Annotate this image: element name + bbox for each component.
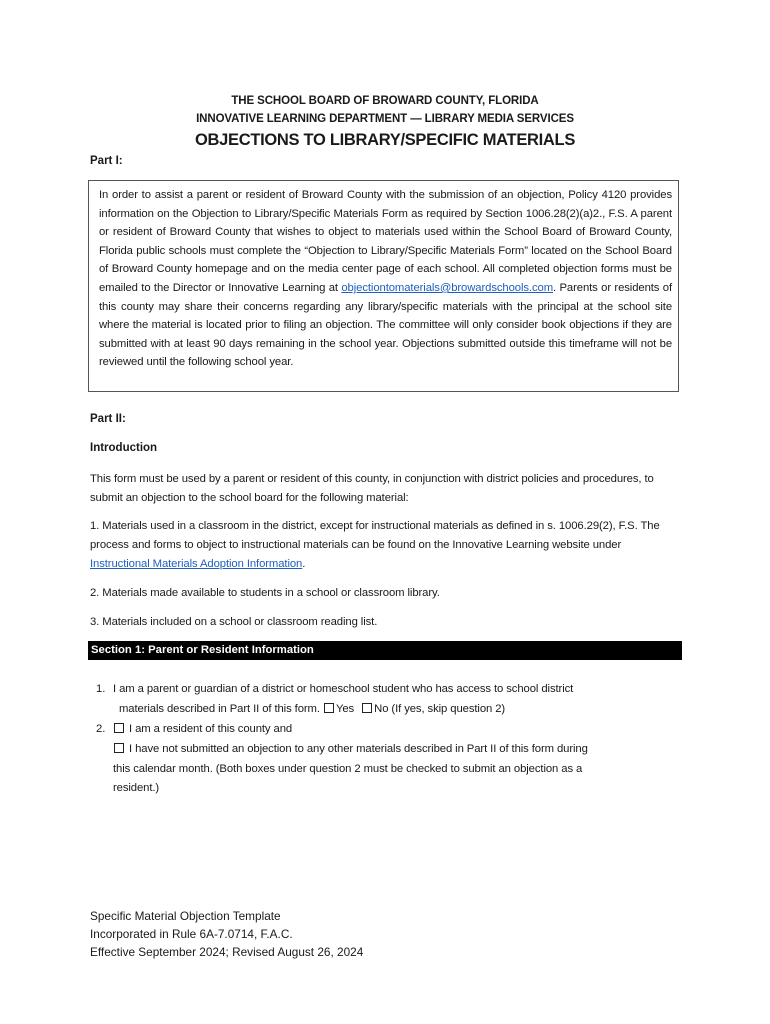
- resident-checkbox[interactable]: [114, 723, 124, 733]
- list-item-1: [90, 517, 675, 574]
- part-1-text: In order to assist a parent or resident of Broward County with the submission of an objection, Policy 4120 provides information on the Objection to Library/Specific Materials Form as required by Section 1006.28(2)(a)2., F.S. A parent or resident of Broward County that wishes to object to materials used within the School Board of Broward County, Florida public schools must complete the “Objection to Library/Specific Materials Form” located on the School Board of Broward County homepage and on the media center page of each school. All completed objection forms must be emailed to the Director or Innovative Learning at: [99, 189, 672, 294]
- question-2-number: 2.: [96, 723, 106, 735]
- intro-paragraph: This form must be used by a parent or resident of this county, in conjunction with district policies and procedures, to submit an objection to the school board for the following material:: [90, 473, 654, 504]
- part-1-box: [88, 180, 679, 392]
- header-line-1: THE SCHOOL BOARD OF BROWARD COUNTY, FLORIDA: [231, 95, 539, 107]
- no-checkbox[interactable]: [362, 703, 372, 713]
- yes-checkbox[interactable]: [324, 703, 334, 713]
- list-item-1-end: .: [302, 558, 306, 570]
- footer-line-1: Specific Material Objection Template: [90, 909, 281, 923]
- list-item-2: 2. Materials made available to students in a school or classroom library.: [90, 587, 440, 599]
- question-1-text: materials described in Part II of this form.: [119, 703, 320, 715]
- header-line-2: INNOVATIVE LEARNING DEPARTMENT — LIBRARY MEDIA SERVICES: [196, 113, 574, 125]
- footer-line-2: Incorporated in Rule 6A-7.0714, F.A.C.: [90, 927, 293, 941]
- question-1-number: 1.: [96, 683, 106, 695]
- question-2-line-4: resident.): [113, 782, 160, 794]
- resident-label: I am a resident of this county and: [129, 723, 293, 735]
- list-item-3: 3. Materials included on a school or classroom reading list.: [90, 616, 378, 628]
- question-1-line-1: I am a parent or guardian of a district or homeschool student who has access to school district: [113, 683, 574, 695]
- footer-line-3: Effective September 2024; Revised August 26, 2024: [90, 945, 364, 959]
- introduction-heading: Introduction: [90, 442, 158, 454]
- question-2-line-2: [113, 740, 588, 760]
- no-prior-objection-checkbox[interactable]: [114, 743, 124, 753]
- part-1-text-end: . Parents or residents of this county may share their concerns regarding any library/specific materials with the principal at the school site where the material is located prior to filing an objection. The committee will only consider book objections if they are submitted with at least 90 days remaining in the school year. Objections submitted outside this timeframe will not be reviewed until the following school year.: [99, 281, 672, 369]
- question-1-line-2: [119, 700, 505, 720]
- email-link[interactable]: objectiontomaterials@browardschools.com: [341, 281, 554, 294]
- part-1-label: Part I:: [90, 155, 123, 167]
- yes-label: Yes: [335, 703, 355, 715]
- no-label: No (If yes, skip question 2): [374, 703, 506, 715]
- instructional-materials-link[interactable]: Instructional Materials Adoption Information: [90, 558, 303, 570]
- question-2-line-1: [113, 720, 292, 740]
- part-2-label: Part II:: [90, 413, 126, 425]
- question-2-line-3: this calendar month. (Both boxes under question 2 must be checked to submit an objection as a: [113, 763, 583, 775]
- list-item-1-text: 1. Materials used in a classroom in the district, except for instructional materials as defined in s. 1006.29(2), F.S. The process and forms to object to instructional materials can be found on the Innovative Learning website under: [90, 520, 660, 551]
- page-title: OBJECTIONS TO LIBRARY/SPECIFIC MATERIALS: [194, 131, 576, 149]
- no-prior-objection-label: I have not submitted an objection to any other materials described in Part II of this form during: [129, 743, 588, 755]
- section-1-header: Section 1: Parent or Resident Information: [88, 641, 682, 660]
